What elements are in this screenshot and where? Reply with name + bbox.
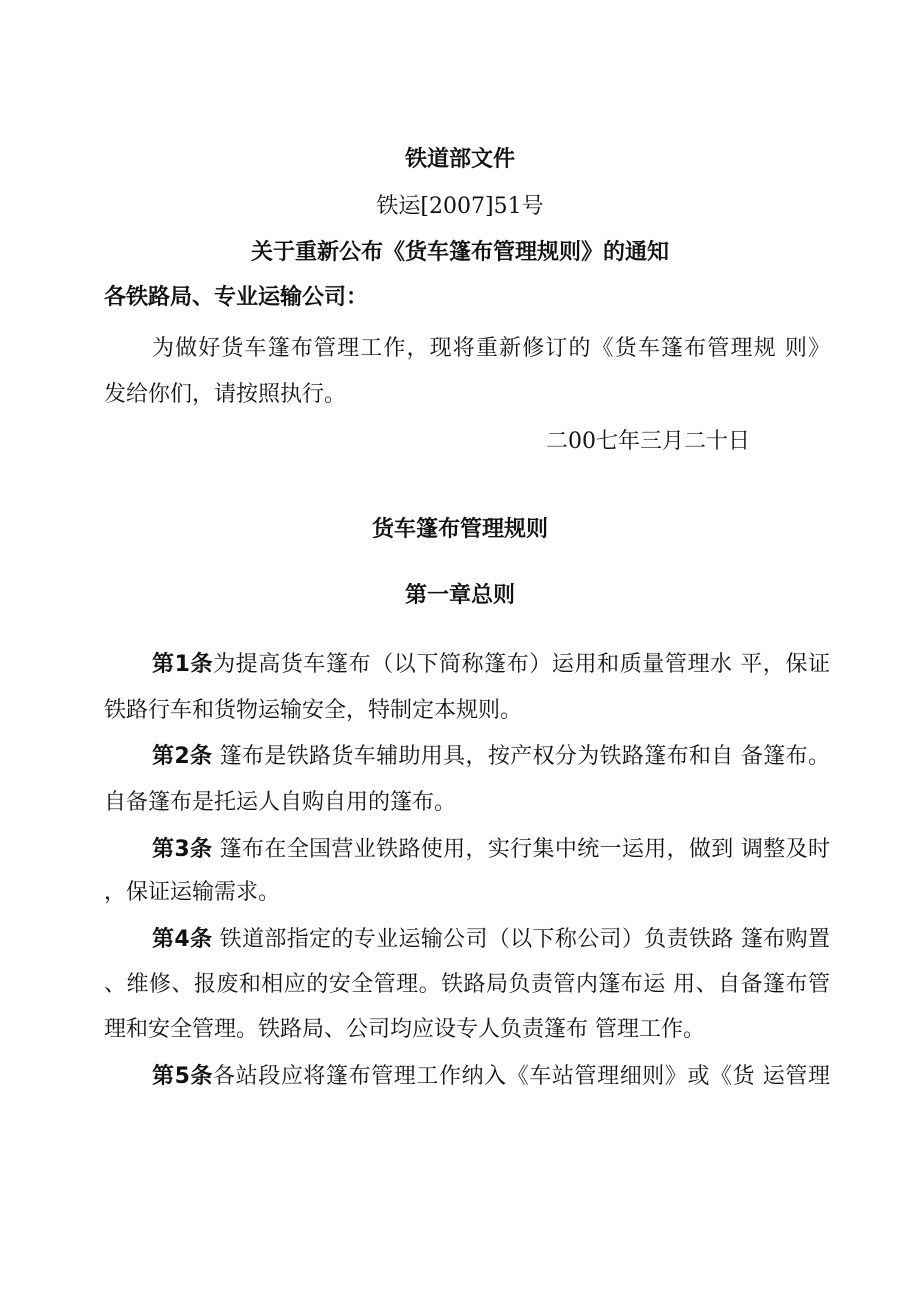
issue-date: 二00七年三月二十日 [546,429,750,454]
body-line: 发给你们，请按照执行。 [104,382,347,407]
article-1-line: 铁路行车和货物运输安全，特制定本规则。 [104,698,523,723]
article-4-line [152,926,830,954]
article-2-line: 自备篷布是托运人自购自用的篷布。 [104,790,457,815]
article-3-line: ，保证运输需求。 [104,880,281,905]
chapter-heading: 第一章总则 [404,583,515,608]
article-label: 第4条 [152,927,213,952]
notice-title: 关于重新公布《货车篷布管理规则》的通知 [250,240,669,265]
article-text: 篷布在全国营业铁路使用，实行集中统一运用，做到 调整及时 [212,837,830,862]
body-line: 为做好货车篷布管理工作，现将重新修订的《货车篷布管理规 则》 [152,336,830,361]
article-4-line: 理和安全管理。铁路局、公司均应设专人负责篷布 管理工作。 [104,1017,705,1042]
article-5-line [152,1063,830,1091]
issuer-heading: 铁道部文件 [404,147,515,172]
addressee: 各铁路局、专业运输公司： [104,285,369,310]
rules-title: 货车篷布管理规则 [371,517,548,542]
article-text: 为提高货车篷布（以下简称篷布）运用和质量管理水 平，保证 [213,652,830,677]
article-label: 第1条 [152,652,214,677]
article-4-line: 、维修、报废和相应的安全管理。铁路局负责管内篷布运 用、自备篷布管 [104,972,830,997]
article-label: 第5条 [152,1064,214,1089]
article-1-line [152,651,830,679]
article-text: 各站段应将篷布管理工作纳入《车站管理细则》或《货 运管理 [213,1064,830,1089]
article-text: 篷布是铁路货车辅助用具，按产权分为铁路篷布和自 备篷布。 [212,744,830,769]
article-2-line [152,743,830,771]
document-number: 铁运[2007]51号 [376,194,544,219]
article-label: 第2条 [152,744,213,769]
article-3-line [152,836,830,864]
article-text: 铁道部指定的专业运输公司（以下称公司）负责铁路 篷布购置 [212,927,830,952]
article-label: 第3条 [152,837,213,862]
